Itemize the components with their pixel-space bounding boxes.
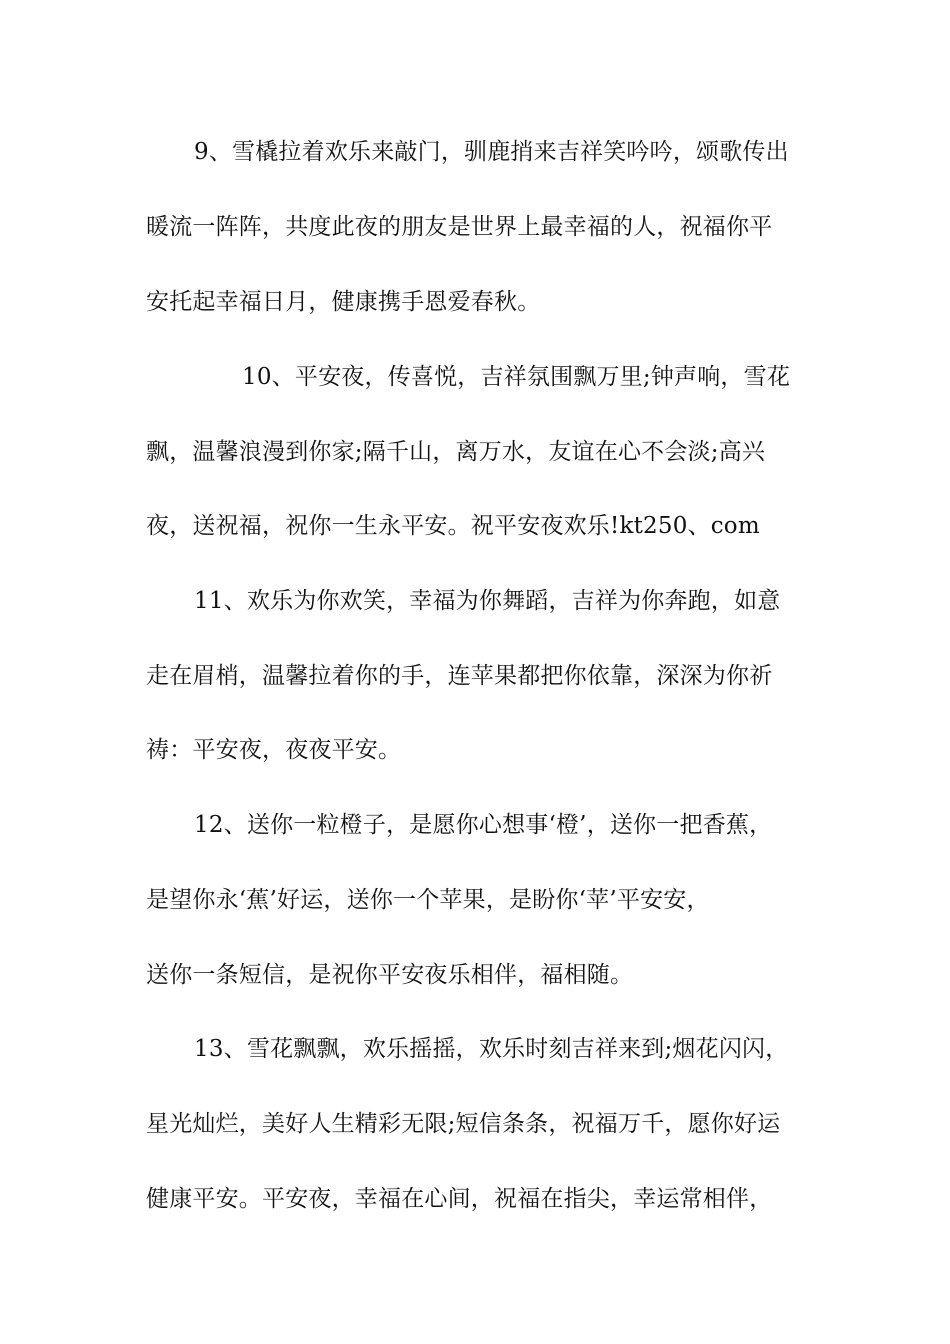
text-line: 10、平安夜，传喜悦，吉祥氛围飘万里;钟声响，雪花 (242, 364, 791, 390)
text-line: 飘，温馨浪漫到你家;隔千山，离万水，友谊在心不会淡;高兴 (146, 439, 766, 465)
text-line: 夜，送祝福，祝你一生永平安。祝平安夜欢乐!kt250、com (146, 513, 760, 539)
text-line: 健康平安。平安夜，幸福在心间，祝福在指尖，幸运常相伴， (146, 1186, 773, 1212)
text-line: 是望你永‘蕉’好运，送你一个苹果，是盼你‘苹’平安安， (146, 887, 710, 913)
text-line: 安托起幸福日月，健康携手恩爱春秋。 (146, 289, 541, 315)
text-line: 12、送你一粒橙子，是愿你心想事‘橙’，送你一把香蕉， (194, 812, 773, 838)
text-line: 暖流一阵阵，共度此夜的朋友是世界上最幸福的人，祝福你平 (146, 214, 773, 240)
text-line: 送你一条短信，是祝你平安夜乐相伴，福相随。 (146, 962, 634, 988)
text-line: 祷：平安夜，夜夜平安。 (146, 737, 402, 763)
text-line: 11、欢乐为你欢笑，幸福为你舞蹈，吉祥为你奔跑，如意 (194, 588, 781, 614)
text-line: 13、雪花飘飘，欢乐摇摇，欢乐时刻吉祥来到;烟花闪闪， (194, 1036, 789, 1062)
text-line: 走在眉梢，温馨拉着你的手，连苹果都把你依靠，深深为你祈 (146, 663, 773, 689)
text-line: 9、雪橇拉着欢乐来敲门，驯鹿捎来吉祥笑吟吟，颂歌传出 (194, 139, 789, 165)
text-line: 星光灿烂，美好人生精彩无限;短信条条，祝福万千，愿你好运 (146, 1111, 781, 1137)
